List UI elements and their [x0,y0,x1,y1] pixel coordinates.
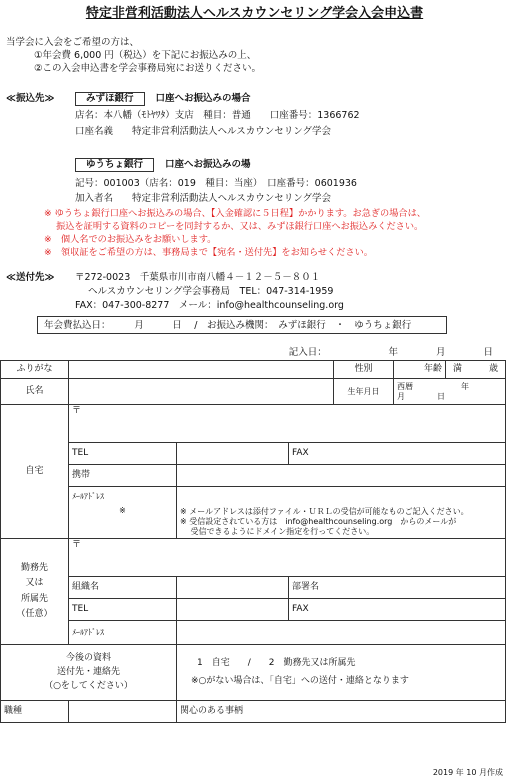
home-email-row [1,487,506,539]
work-email-row [1,621,506,645]
intro-line: ②この入会申込書を学会事務局宛にお送りください。 [34,63,262,74]
sendto-section-label: ≪送付先≫ [6,272,55,283]
sendto-line: FAX：047-300-8277 メール：info@healthcounseling.org [75,300,344,311]
future-contact-note: ※○がない場合は、「自宅」への送付・連絡となります [191,675,409,686]
mizuho-line: 口座名義 特定非営利活動法人ヘルスカウンセリング学会 [75,126,332,137]
email-required-mark: ※ [119,506,126,515]
work-tel-label: TEL [69,599,177,621]
future-label-line: （○をしてください） [44,681,133,692]
work-email-field[interactable] [177,621,506,645]
payment-note: ※ 領収証をご希望の方は、事務局まで【宛名・送付先】をお知らせください。 [44,247,373,258]
job-label: 職種 [1,701,69,723]
org-field[interactable] [177,577,289,599]
org-label: 組織名 [69,577,177,599]
email-note: ※ 受信設定されている方は info@healthcounseling.org からのメールが [180,517,457,526]
home-label: 自宅 [1,405,69,539]
intro-line: ①年会費 6,000 円（税込）を下記にお振込みの上、 [34,50,257,61]
work-label-line: 勤務先 [20,563,48,573]
email-note: ※ メールアドレスは添付ファイル・ＵＲＬの受信が可能なものご記入ください。 [180,507,469,516]
furigana-field[interactable] [69,361,334,379]
mizuho-heading-text: 口座へお振込みの場合 [155,93,251,104]
payment-note: ※ 個人名でのお振込みをお願いします。 [44,234,217,245]
home-mobile-row [1,465,506,487]
work-postal-field[interactable] [69,539,506,577]
mizuho-heading [75,92,251,106]
work-tel-row [1,599,506,621]
furigana-row [1,361,506,379]
page-title: 特定非営利活動法人ヘルスカウンセリング学会入会申込書 [85,6,424,21]
yucho-bank-name: ゆうちょ銀行 [75,158,154,172]
work-tel-field[interactable] [177,599,289,621]
work-postal-row [1,539,506,577]
yucho-heading-text: 口座へお振込みの場 [165,159,251,170]
home-fax-field[interactable] [289,443,506,465]
work-fax-label: FAX [292,603,309,614]
mizuho-bank-name: みずほ銀行 [75,92,145,106]
future-label-line: 送付先・連絡先 [56,666,120,677]
mobile-label: 携帯 [69,465,177,487]
postal-mark: 〒 [72,406,82,416]
sendto-line: ヘルスカウンセリング学会事務局 TEL：047-314-1959 [88,286,334,297]
entry-date[interactable]: 記入日： 年 月 日 [288,347,493,358]
future-contact-label [1,645,177,701]
payment-record-box: 年会費払込日： 月 日 / お振込み機関： みずほ銀行 ・ ゆうちょ銀行 [37,316,447,334]
application-form-table [0,360,506,723]
job-row [1,701,506,723]
interest-field[interactable] [177,701,506,723]
name-row [1,379,506,405]
birth-label: 生年月日 [334,379,394,405]
gender-field[interactable] [394,361,446,379]
mizuho-line: 店名：本八幡（ﾓﾄﾔﾜﾀ）支店 種目：普通 口座番号：1366762 [75,110,360,121]
name-field[interactable] [69,379,334,405]
work-org-row [1,577,506,599]
yucho-line: 加入者名 特定非営利活動法人ヘルスカウンセリング学会 [75,193,332,204]
future-label-line: 今後の資料 [65,652,111,663]
dept-label: 部署名 [292,581,320,592]
work-label [1,539,69,645]
home-email-label: ﾒｰﾙｱﾄﾞﾚｽ [72,492,104,501]
email-note: 受信できるようにドメイン指定を行ってください。 [180,527,375,536]
work-label-line: 所属先 [20,593,48,604]
payment-note: ※ ゆうちょ銀行口座へお振込みの場合、【入金確認に５日程】かかります。お急ぎの場合は、 [44,208,426,219]
footer-date: 2019 年 10 月作成 [432,768,503,777]
payment-note: 振込を証明する資料のコピーを同封するか、又は、みずほ銀行口座へお振込みください。 [44,221,424,232]
yucho-heading [75,158,251,172]
furigana-label: ふりがな [1,361,69,379]
work-label-line: 又は [25,578,44,589]
sendto-line: 〒272-0023 千葉県市川市南八幡４－１２－５－８０１ [75,272,321,283]
home-email-field[interactable] [177,487,506,539]
dept-field[interactable] [289,577,506,599]
payment-section-label: ≪振込先≫ [6,93,55,104]
home-postal-row [1,405,506,443]
future-contact-field[interactable] [177,645,506,701]
future-contact-row [1,645,506,701]
home-tel-row [1,443,506,465]
mobile-field[interactable] [177,465,506,487]
job-field[interactable] [69,701,177,723]
work-label-line: （任意） [16,608,53,619]
interest-label: 関心のある事柄 [180,705,244,716]
intro-text [6,37,261,76]
age-field[interactable]: 満 歳 [446,361,506,379]
future-contact-options: 1 自宅 / 2 勤務先又は所属先 [197,658,356,669]
work-fax-field[interactable] [289,599,506,621]
gender-label: 性別 [334,361,394,379]
age-label: 年齢 [424,363,443,374]
yucho-line: 記号：001003（店名：019 種目：当座） 口座番号：0601936 [75,178,357,189]
home-fax-label: FAX [292,447,309,458]
work-email-label: ﾒｰﾙｱﾄﾞﾚｽ [69,621,177,645]
home-email-cell [69,487,177,539]
birth-field[interactable]: 西暦 年 月 日 [394,379,506,405]
name-label: 氏名 [1,379,69,405]
home-tel-label: TEL [69,443,177,465]
postal-mark: 〒 [72,540,82,550]
home-tel-field[interactable] [177,443,289,465]
intro-line: 当学会に入会をご希望の方は、 [6,37,140,48]
home-postal-field[interactable] [69,405,506,443]
